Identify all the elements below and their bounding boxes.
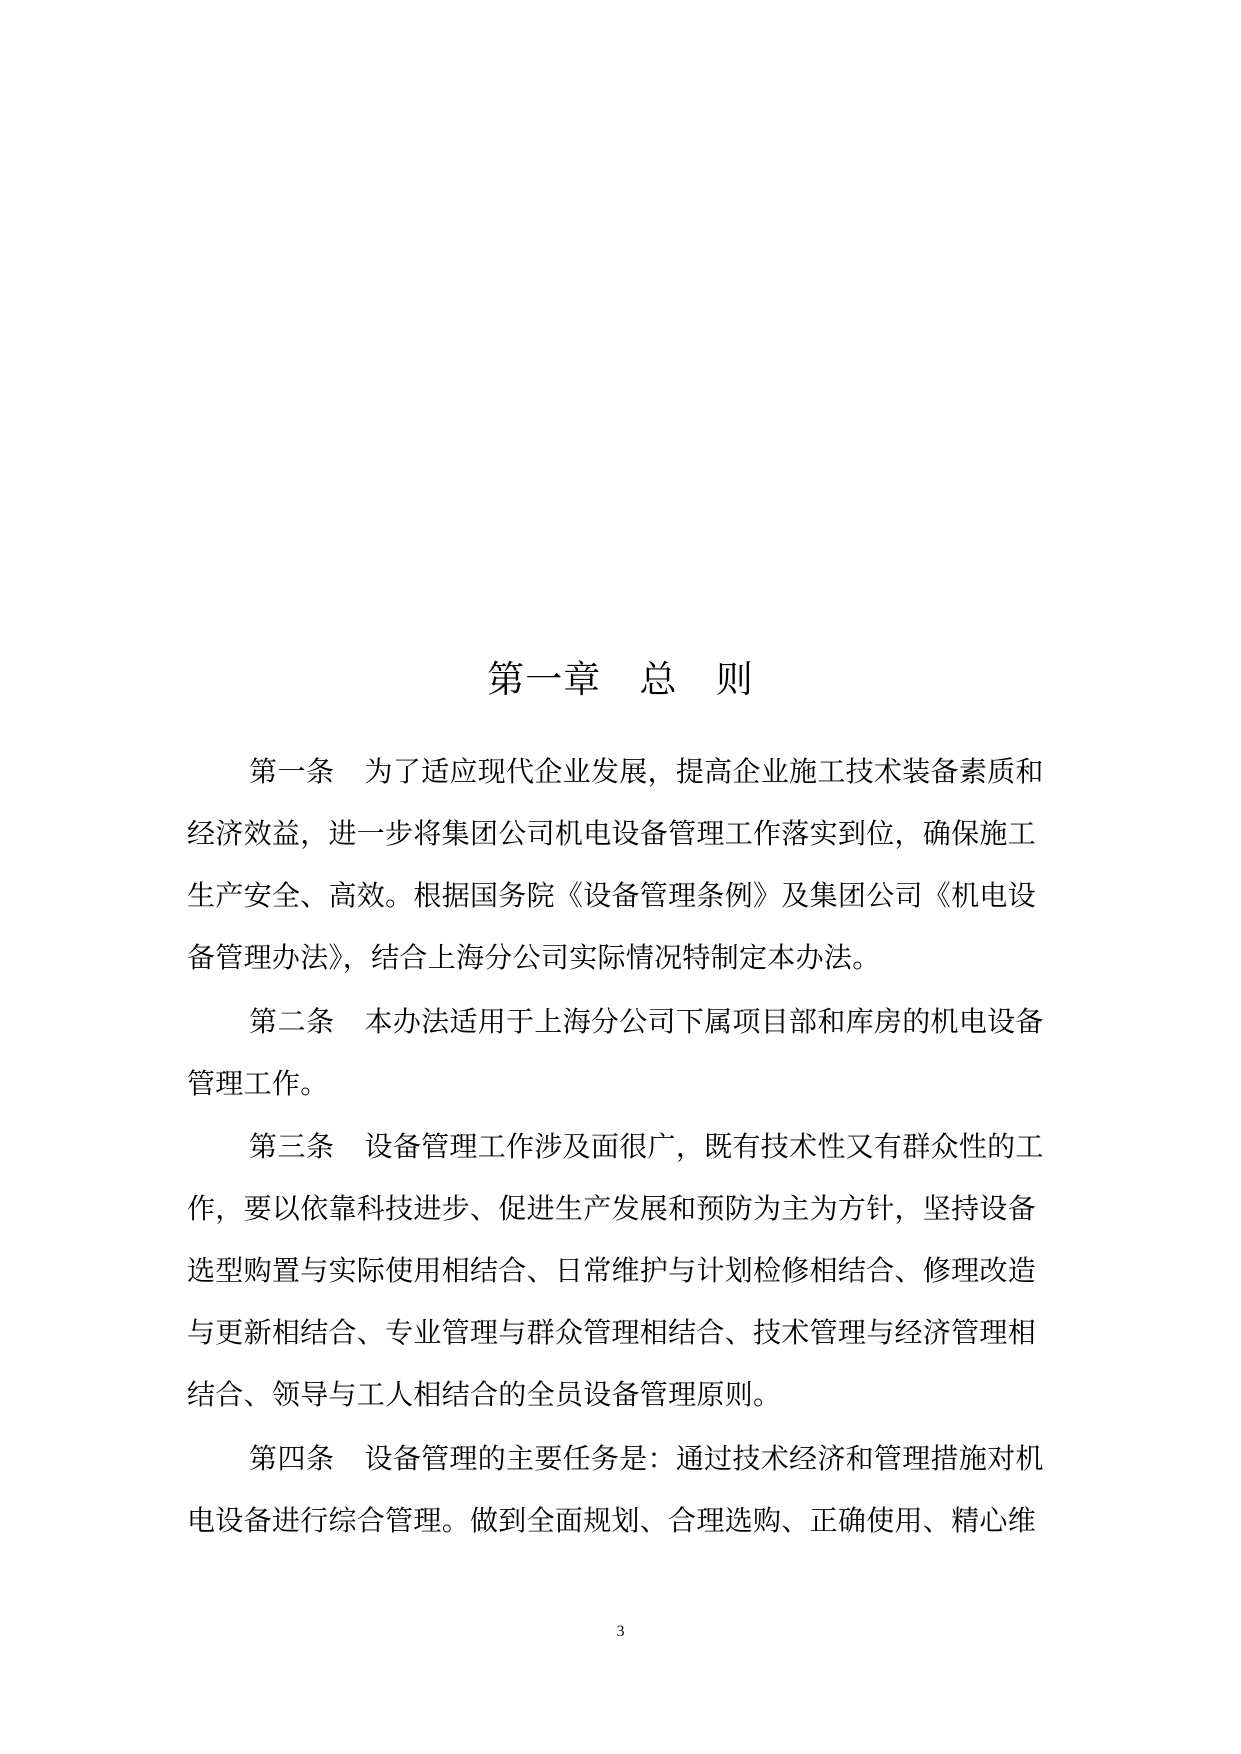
article-text: 本办法适用于上海分公司下属项目部和库房的机电设备 <box>364 1005 1044 1038</box>
article-4-first-line <box>249 1439 1129 1479</box>
article-3-line: 结合、领导与工人相结合的全员设备管理原则。 <box>187 1378 782 1411</box>
article-2-first-line <box>249 1002 1129 1042</box>
article-1-first-line <box>249 752 1129 792</box>
article-3-line: 作，要以依靠科技进步、促进生产发展和预防为主为方针，坚持设备 <box>187 1192 1037 1225</box>
article-1-line: 备管理办法》，结合上海分公司实际情况特制定本办法。 <box>187 941 881 974</box>
article-text: 设备管理的主要任务是：通过技术经济和管理措施对机 <box>364 1442 1044 1475</box>
article-3-first-line <box>249 1127 1129 1167</box>
article-number: 第四条 <box>249 1442 335 1475</box>
chapter-title: 第一章 总 则 <box>487 658 754 701</box>
article-number: 第一条 <box>249 755 335 788</box>
article-3-line: 与更新相结合、专业管理与群众管理相结合、技术管理与经济管理相 <box>187 1316 1037 1349</box>
article-1-line: 生产安全、高效。根据国务院《设备管理条例》及集团公司《机电设 <box>187 879 1037 912</box>
article-number: 第二条 <box>249 1005 335 1038</box>
page-number: 3 <box>616 1623 625 1640</box>
article-4-line: 电设备进行综合管理。做到全面规划、合理选购、正确使用、精心维 <box>187 1504 1037 1537</box>
article-2-line: 管理工作。 <box>187 1067 329 1100</box>
article-text: 为了适应现代企业发展，提高企业施工技术装备素质和 <box>364 755 1044 788</box>
article-number: 第三条 <box>249 1130 335 1163</box>
article-1-line: 经济效益，进一步将集团公司机电设备管理工作落实到位，确保施工 <box>187 817 1037 850</box>
article-text: 设备管理工作涉及面很广，既有技术性又有群众性的工 <box>364 1130 1044 1163</box>
article-3-line: 选型购置与实际使用相结合、日常维护与计划检修相结合、修理改造 <box>187 1254 1037 1287</box>
